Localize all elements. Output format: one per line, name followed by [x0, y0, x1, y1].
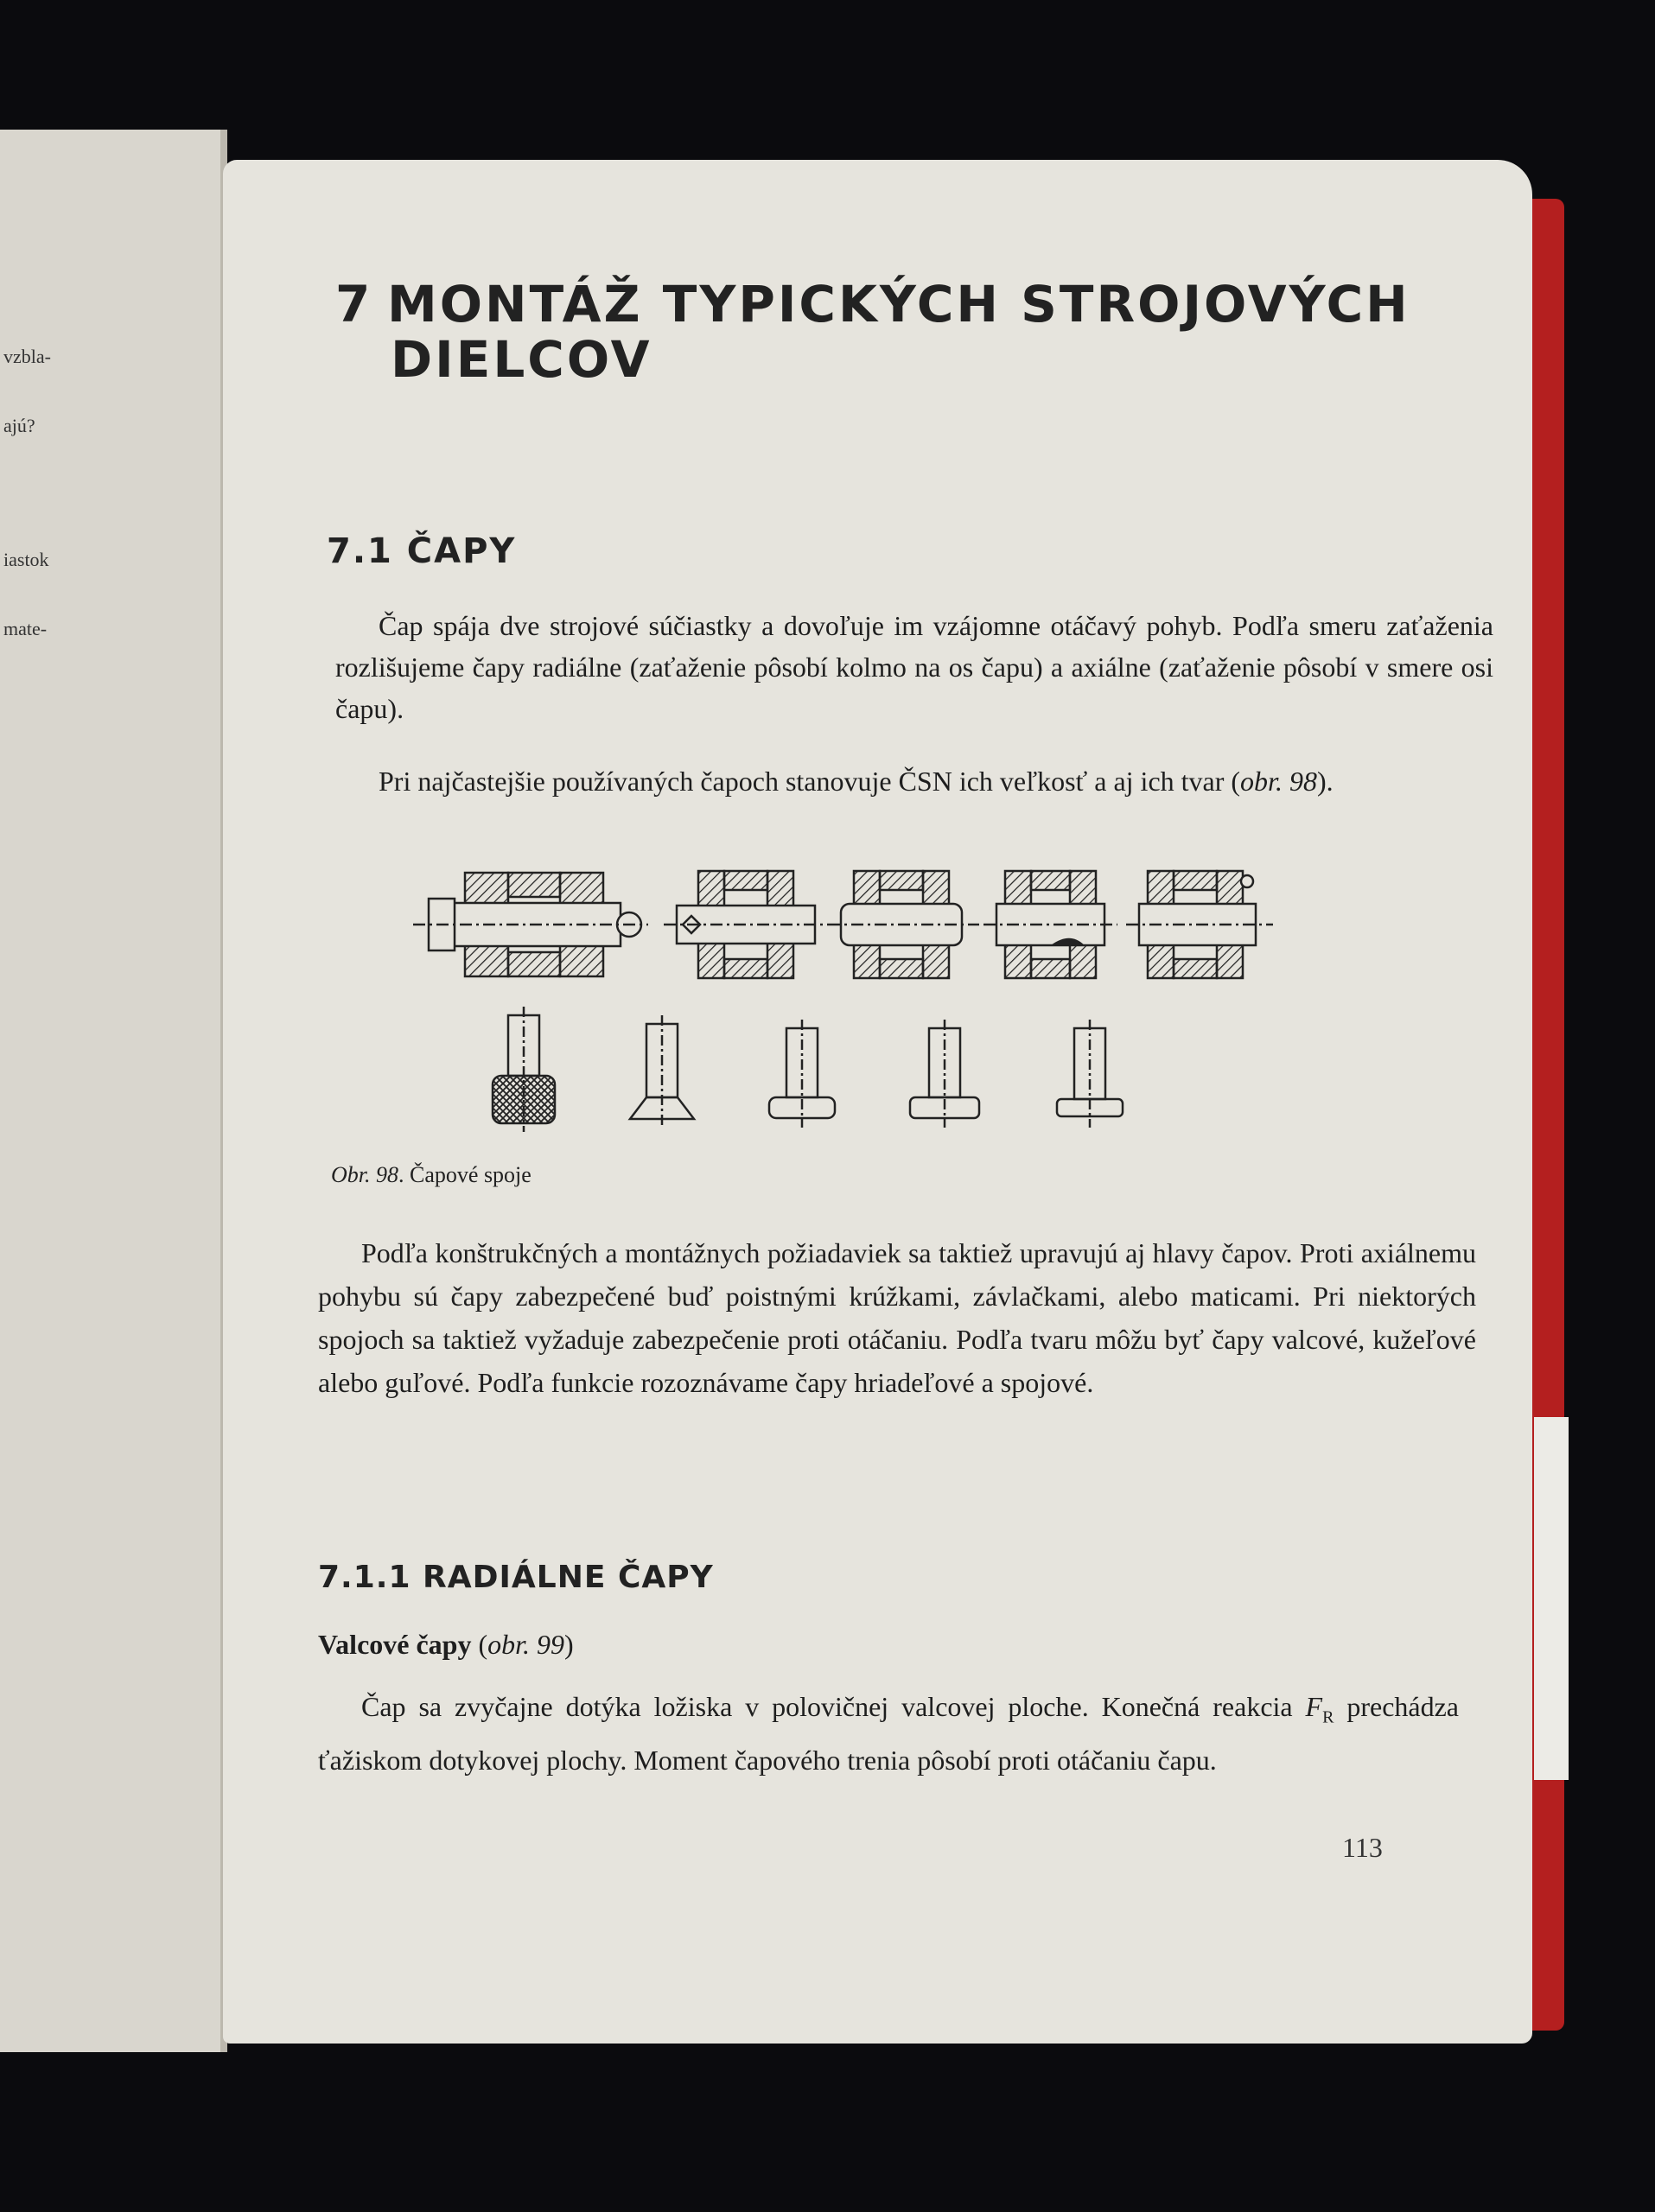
valcove-ref-open: (	[471, 1629, 488, 1660]
left-page-fragment: iastok	[3, 549, 49, 570]
left-page-fragment: vzbla-	[3, 346, 51, 367]
section-heading: 7.1 ČAPY	[327, 531, 517, 571]
left-page	[0, 130, 227, 2052]
valcove-ref-close: )	[564, 1629, 574, 1660]
force-symbol: F	[1305, 1691, 1323, 1722]
pin-knurled-head	[493, 1007, 555, 1132]
paragraph-contact-b: prechádza ťažiskom dotykovej plochy. Moment čapového trenia pôsobí proti otáčaniu čapu.	[318, 1691, 1460, 1777]
valcove-heading-text: Valcové čapy	[318, 1629, 472, 1660]
joint-3-section	[828, 871, 979, 978]
pin-round-head	[769, 1020, 835, 1128]
paragraph-contact-a: Čap sa zvyčajne dotýka ložiska v polovičnej valcovej ploche. Konečná reakcia	[361, 1691, 1306, 1722]
page-number: 113	[1342, 1832, 1383, 1863]
pin-joints-figure	[413, 855, 1295, 1149]
chapter-title-line2: DIELCOV	[391, 330, 652, 389]
pin-washer-head	[1057, 1020, 1123, 1128]
right-page	[223, 160, 1532, 2044]
pin-countersunk-head	[630, 1015, 694, 1128]
figure-reference: obr. 98	[1240, 766, 1317, 797]
figure-caption-text: . Čapové spoje	[398, 1162, 532, 1187]
paragraph-intro: Čap spája dve strojové súčiastky a dovoľuje im vzájomne otáčavý pohyb. Podľa smeru zaťaženia rozlišujeme čapy radiálne (zaťaženie pôsobí kolmo na os čapu) a axiálne (zaťaženie pôsobí v smere osi čapu).	[335, 610, 1493, 724]
joint-5-section	[1126, 871, 1273, 978]
chapter-number: 7	[335, 275, 373, 334]
chapter-title-line1: MONTÁŽ TYPICKÝCH STROJOVÝCH	[387, 275, 1410, 334]
cover-label-strip	[1534, 1417, 1569, 1780]
figure-caption-label: Obr. 98	[331, 1162, 399, 1187]
paragraph-standard	[335, 760, 1493, 802]
paragraph-heads: Podľa konštrukčných a montážnych požiadaviek sa taktiež upravujú aj hlavy čapov. Proti axiálnemu pohybu sú čapy zabezpečené buď poistnými krúžkami, závlačkami, alebo maticami. Pri niektorých spojoch sa taktiež vyžaduje zabezpečenie proti otáčaniu. Podľa tvaru môžu byť čapy valcové, kužeľové alebo guľové. Podľa funkcie rozoznávame čapy hriadeľové a spojové.	[318, 1237, 1476, 1398]
valcove-heading	[318, 1629, 574, 1661]
subsection-heading: 7.1.1 RADIÁLNE ČAPY	[318, 1560, 714, 1595]
paragraph-standard-end: ).	[1316, 766, 1334, 797]
joint-1-section	[413, 873, 648, 976]
left-page-fragment: ajú?	[3, 415, 35, 436]
paragraph-contact	[318, 1685, 1459, 1782]
valcove-figure-reference: obr. 99	[487, 1629, 565, 1660]
joint-2-section	[664, 871, 828, 978]
paragraph-standard-text: Pri najčastejšie používaných čapoch stanovuje ČSN ich veľkosť a aj ich tvar (	[379, 766, 1241, 797]
left-page-fragment: mate-	[3, 618, 48, 639]
chapter-title	[335, 276, 1410, 387]
pin-flat-head	[910, 1020, 979, 1128]
force-subscript: R	[1322, 1707, 1334, 1727]
joint-4-section	[983, 871, 1117, 978]
figure-caption	[331, 1162, 532, 1188]
